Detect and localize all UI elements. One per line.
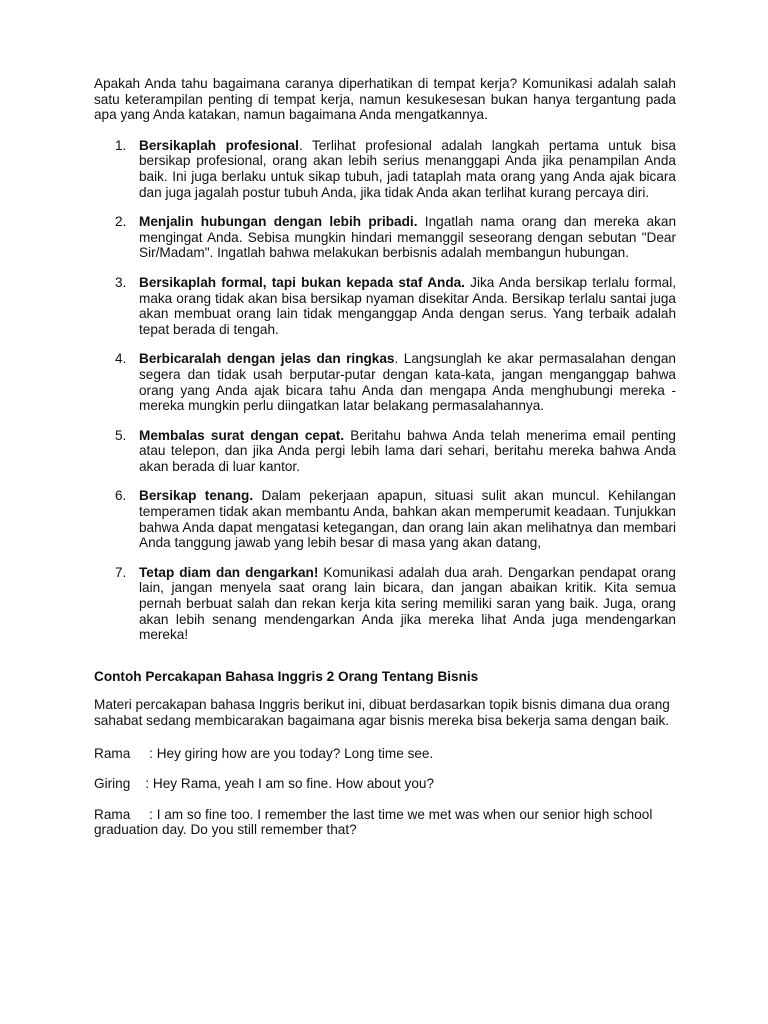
item-number: 4. (115, 351, 127, 367)
tips-list (94, 138, 676, 643)
list-item (94, 428, 676, 475)
dialog-line: Rama : Hey giring how are you today? Long time see. (94, 745, 434, 761)
item-text: . Langsunglah ke akar permasalahan dengan segera dan tidak usah berputar-putar dengan kata-kata, jangan menganggap bahwa orang yang Anda ajak bicara tahu Anda dan mengapa Anda menghubungi mereka - mereka mungkin perlu diingatkan latar belakang permasalahannya. (139, 351, 676, 414)
item-number: 2. (115, 214, 127, 230)
dialog-line: Giring : Hey Rama, yeah I am so fine. How about you? (94, 776, 435, 792)
item-title: Membalas surat dengan cepat. (139, 427, 345, 443)
item-text: Komunikasi adalah dua arah. Dengarkan pendapat orang lain, jangan menyela saat orang lain bicara, dan jangan abaikan kritik. Kita semua pernah berbuat salah dan rekan kerja kita sering memiliki saran yang baik. Juga, orang akan lebih senang mendengarkan Anda jika mereka lihat Anda juga mendengarkan mereka! (139, 564, 676, 643)
item-number: 7. (115, 564, 127, 580)
item-text: Beritahu bahwa Anda telah menerima email penting atau telepon, dan jika Anda pergi lebih lama dari sehari, beritahu mereka bahwa Anda akan berada di luar kantor. (139, 427, 676, 474)
item-title: Tetap diam dan dengarkan! (139, 564, 319, 580)
item-number: 3. (115, 274, 127, 290)
item-text: Ingatlah nama orang dan mereka akan mengingat Anda. Sebisa mungkin hindari memanggil seseorang dengan sebutan "Dear Sir/Madam". Ingatlah bahwa melakukan berbisnis adalah membangun hubungan. (139, 214, 677, 261)
item-title: Bersikaplah profesional (139, 137, 299, 153)
item-title: Bersikap tenang. (139, 488, 254, 504)
list-item (94, 214, 676, 261)
section-paragraph: Materi percakapan bahasa Inggris berikut ini, dibuat berdasarkan topik bisnis dimana dua orang sahabat sedang membicarakan bagaimana agar bisnis mereka bisa bekerja sama dengan baik. (94, 697, 670, 728)
document-page (94, 76, 676, 853)
item-title: Bersikaplah formal, tapi bukan kepada staf Anda. (139, 274, 465, 290)
item-text: Jika Anda bersikap terlalu formal, maka orang tidak akan bisa bersikap nyaman disekitar Anda. Bersikap terlalu santai juga akan membuat orang lain tidak menganggap Anda dengan serus. Yang terbaik adalah tepat berada di tengah. (139, 274, 676, 337)
section-heading: Contoh Percakapan Bahasa Inggris 2 Orang Tentang Bisnis (94, 668, 479, 684)
item-number: 6. (115, 488, 127, 504)
intro-paragraph: Apakah Anda tahu bagaimana caranya diperhatikan di tempat kerja? Komunikasi adalah salah satu keterampilan penting di tempat kerja, namun kesukesesan bukan hanya tergantung pada apa yang Anda katakan, namun bagaimana Anda mengatkannya. (94, 76, 676, 123)
list-item (94, 351, 676, 413)
list-item (94, 138, 676, 200)
list-item (94, 275, 676, 337)
item-number: 1. (115, 137, 127, 153)
item-title: Berbicaralah dengan jelas dan ringkas (139, 351, 395, 367)
item-text: Dalam pekerjaan apapun, situasi sulit akan muncul. Kehilangan temperamen tidak akan membantu Anda, bahkan akan memperumit keadaan. Tunjukkan bahwa Anda dapat mengatasi ketegangan, dan orang lain akan melihatnya dan membari Anda tanggung jawab yang lebih besar di masa yang akan datang, (139, 488, 676, 551)
item-number: 5. (115, 427, 127, 443)
item-title: Menjalin hubungan dengan lebih pribadi. (139, 214, 418, 230)
item-text: . Terlihat profesional adalah langkah pertama untuk bisa bersikap profesional, orang akan lebih serius menanggapi Anda jika penampilan Anda baik. Ini juga berlaku untuk sikap tubuh, jadi tataplah mata orang yang Anda ajak bicara dan juga jagalah postur tubuh Anda, jika tidak Anda akan terlihat kurang percaya diri. (139, 137, 676, 200)
list-item (94, 565, 676, 643)
dialog-line: Rama : I am so fine too. I remember the last time we met was when our senior high school graduation day. Do you still remember that? (94, 806, 657, 838)
list-item (94, 488, 676, 550)
